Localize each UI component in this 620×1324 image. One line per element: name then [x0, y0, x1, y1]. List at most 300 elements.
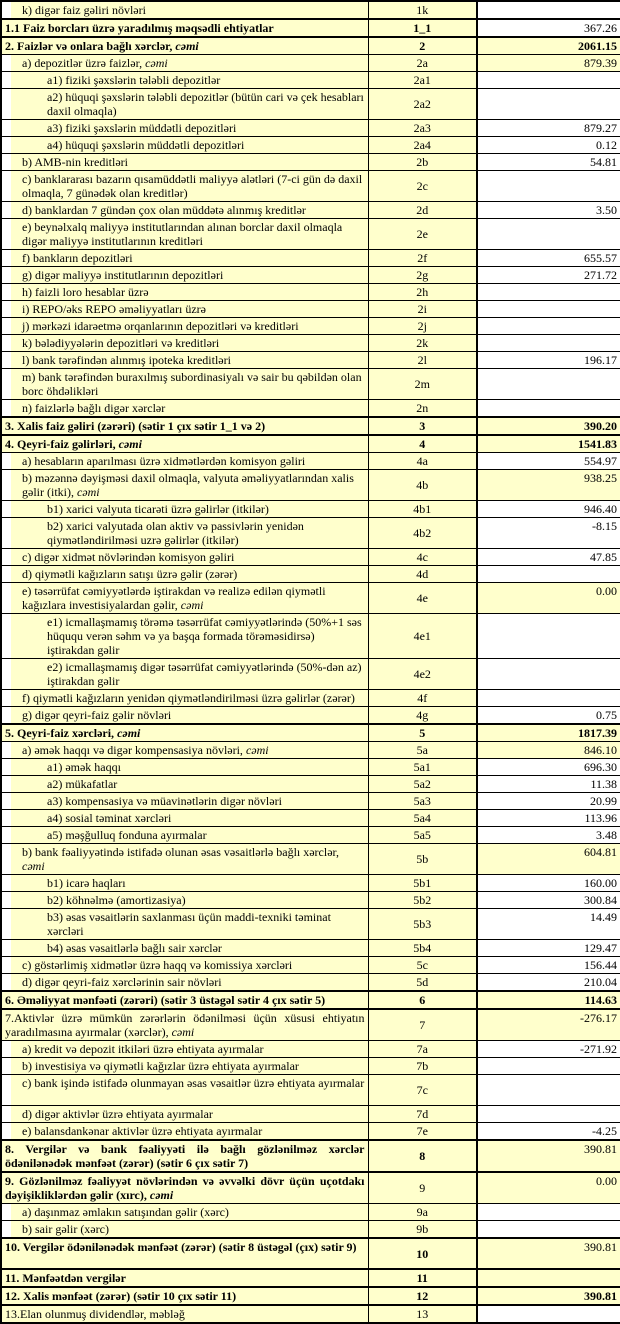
row-code-cell: 4b1 — [368, 501, 477, 518]
row-value-cell: 210.04 — [477, 974, 620, 992]
row-code-cell: 1_1 — [368, 19, 477, 37]
row-code-cell: 2a4 — [368, 137, 477, 154]
row-label-cell — [1, 1172, 368, 1204]
table-row — [1, 1238, 620, 1269]
row-value-cell: 160.00 — [477, 875, 620, 892]
row-code-cell: 2k — [368, 335, 477, 352]
row-label: 5. Qeyri-faiz xərcləri, — [5, 726, 118, 740]
row-label-cell — [1, 1221, 368, 1239]
row-label: a2) mükafatlar — [47, 777, 118, 791]
row-value-cell: 20.99 — [477, 793, 620, 810]
row-value-cell: 271.72 — [477, 267, 620, 284]
table-row — [1, 659, 620, 690]
row-label-cell — [1, 501, 368, 518]
row-label: 10. Vergilər ödənilənədək mənfəət (zərər) (sətir 8 üstəgəl (çıx) sətir 9) — [5, 1240, 357, 1254]
row-code-cell: 2f — [368, 250, 477, 267]
row-value-cell: 367.26 — [477, 19, 620, 37]
row-label-cell — [1, 267, 368, 284]
row-label-cell — [1, 219, 368, 250]
row-value-cell: 604.81 — [477, 844, 620, 875]
row-label: b) bank fəaliyyətində istifadə olunan əsas vəsaitlərlə bağlı xərclər, — [22, 845, 340, 859]
row-label: 13.Elan olunmuş dividendlər, məbləğ — [5, 1307, 185, 1321]
table-row — [1, 566, 620, 583]
row-label-cell — [1, 690, 368, 707]
row-label-cell — [1, 120, 368, 137]
table-row — [1, 1009, 620, 1041]
row-label-cell — [1, 1204, 368, 1221]
row-code-cell: 5a2 — [368, 776, 477, 793]
table-row — [1, 940, 620, 957]
row-value-cell: 54.81 — [477, 154, 620, 171]
row-label: m) bank tərəfindən buraxılmış subordinasiyalı və sair bu qəbildən olan borc öhdəlikləri — [22, 370, 362, 398]
row-label: 1.1 Faiz borcları üzrə yaradılmış məqsədli ehtiyatlar — [5, 21, 274, 35]
row-code-cell: 1k — [368, 1, 477, 19]
row-label-cell — [1, 171, 368, 202]
table-row — [1, 690, 620, 707]
row-label: b4) əsas vəsaitlərlə bağlı sair xərclər — [47, 941, 222, 955]
row-label-cell — [1, 352, 368, 369]
row-label: b2) köhnəlmə (amortizasiya) — [47, 893, 186, 907]
row-label: a5) məşğulluq fonduna ayırmalar — [47, 828, 207, 842]
row-label-cell — [1, 1140, 368, 1172]
row-code-cell: 2a3 — [368, 120, 477, 137]
row-label-cell — [1, 810, 368, 827]
row-label-cell — [1, 1075, 368, 1106]
row-code-cell: 7e — [368, 1123, 477, 1141]
row-value-cell: 554.97 — [477, 453, 620, 470]
row-label-cell — [1, 154, 368, 171]
row-label-emphasis: cəmi — [22, 859, 45, 873]
row-value-cell: 196.17 — [477, 352, 620, 369]
row-label: 12. Xalis mənfəət (zərər) (sətir 10 çıx sətir 11) — [5, 1289, 237, 1303]
row-label-cell — [1, 909, 368, 940]
table-row — [1, 1, 620, 19]
row-value-cell — [477, 1, 620, 19]
row-label-cell — [1, 1058, 368, 1075]
row-label: i) REPO/əks REPO əməliyyatları üzrə — [22, 302, 206, 316]
table-row — [1, 19, 620, 37]
row-value-cell: 390.81 — [477, 1238, 620, 1269]
row-value-cell: -271.92 — [477, 1041, 620, 1058]
row-value-cell — [477, 369, 620, 400]
row-code-cell: 8 — [368, 1140, 477, 1172]
row-label-cell — [1, 435, 368, 453]
row-label-cell — [1, 1305, 368, 1323]
row-label: a2) hüquqi şəxslərin tələbli depozitlər (bütün cari və çek hesabları daxil olmaqla) — [47, 90, 364, 118]
row-code-cell: 5b2 — [368, 892, 477, 909]
row-label: 7.Aktivlər üzrə mümkün zərərlərin ödənilməsi üçün xüsusi ehtiyatın yaradılmasına ayırmalar (xərclər), — [5, 1011, 365, 1039]
table-row — [1, 827, 620, 844]
row-label: j) mərkəzi idarəetmə orqanlarının depozitləri və kreditləri — [22, 319, 299, 333]
row-code-cell: 5a4 — [368, 810, 477, 827]
row-label: 9. Gözlənilməz fəaliyyət növlərindən və əvvəlki dövr üçün uçotdakı dəyişikliklərdən gəlir (xırc), — [5, 1174, 365, 1202]
row-value-cell: 0.00 — [477, 1172, 620, 1204]
row-code-cell: 2d — [368, 202, 477, 219]
row-label-cell — [1, 583, 368, 614]
table-row — [1, 120, 620, 137]
row-label: a1) əmək haqqı — [47, 760, 121, 774]
row-label: a) depozitlər üzrə faizlər, — [22, 56, 146, 70]
table-row — [1, 284, 620, 301]
row-label: a) əmək haqqı və digər kompensasiya növləri, — [22, 743, 246, 757]
row-value-cell: 390.20 — [477, 417, 620, 435]
table-row — [1, 501, 620, 518]
row-label: 6. Əməliyyat mənfəəti (zərəri) (sətir 3 üstəgəl sətir 4 çıx sətir 5) — [5, 993, 326, 1007]
table-row — [1, 154, 620, 171]
row-code-cell: 9 — [368, 1172, 477, 1204]
row-label: c) digər xidmət növlərindən komisyon gəliri — [22, 550, 235, 564]
row-code-cell: 10 — [368, 1238, 477, 1269]
row-code-cell: 4 — [368, 435, 477, 453]
table-row — [1, 957, 620, 974]
row-value-cell — [477, 72, 620, 89]
row-value-cell: 390.81 — [477, 1140, 620, 1172]
row-label: n) faizlərlə bağlı digər xərclər — [22, 401, 166, 415]
row-code-cell: 2a1 — [368, 72, 477, 89]
row-label: a3) fiziki şəxslərin müddətli depozitləri — [47, 121, 237, 135]
row-label: e) beynəlxalq maliyyə institutlarından alınan borclar daxil olmaqla digər maliyyə institutlarının kreditləri — [22, 220, 343, 248]
row-label-cell — [1, 37, 368, 55]
row-code-cell: 2a2 — [368, 89, 477, 120]
table-row — [1, 453, 620, 470]
row-value-cell: 3.48 — [477, 827, 620, 844]
row-code-cell: 5b — [368, 844, 477, 875]
row-label: l) bank tərəfindən alınmış ipoteka kreditləri — [22, 353, 231, 367]
table-row — [1, 435, 620, 453]
row-label-emphasis: cəmi — [180, 598, 204, 612]
row-value-cell — [477, 1106, 620, 1123]
row-value-cell — [477, 1305, 620, 1323]
table-row — [1, 137, 620, 154]
row-label: b) sair gəlir (xərc) — [22, 1222, 109, 1236]
table-row — [1, 1287, 620, 1305]
row-value-cell: -4.25 — [477, 1123, 620, 1141]
row-code-cell: 4f — [368, 690, 477, 707]
row-label-cell — [1, 827, 368, 844]
row-code-cell: 2 — [368, 37, 477, 55]
table-row — [1, 776, 620, 793]
row-label: a4) sosial təminat xərcləri — [47, 811, 172, 825]
row-value-cell: 390.81 — [477, 1287, 620, 1305]
table-row — [1, 72, 620, 89]
row-label: 8. Vergilər və bank fəaliyyəti ilə bağlı gözlənilməz xərclər ödənilənədək mənfəət (zərər) (sətir 6 çıx sətir 7) — [5, 1142, 365, 1170]
row-label-cell — [1, 284, 368, 301]
row-code-cell: 7c — [368, 1075, 477, 1106]
row-code-cell: 7 — [368, 1009, 477, 1041]
row-label: k) digər faiz gəliri növləri — [22, 3, 146, 17]
row-value-cell: 946.40 — [477, 501, 620, 518]
income-table-body — [1, 1, 620, 1323]
row-value-cell — [477, 219, 620, 250]
row-code-cell: 2c — [368, 171, 477, 202]
row-code-cell: 13 — [368, 1305, 477, 1323]
row-label-cell — [1, 1123, 368, 1141]
table-row — [1, 549, 620, 566]
row-label-cell — [1, 940, 368, 957]
row-value-cell — [477, 1075, 620, 1106]
row-code-cell: 4b — [368, 470, 477, 501]
row-label-cell — [1, 453, 368, 470]
row-code-cell: 2h — [368, 284, 477, 301]
row-label-cell — [1, 659, 368, 690]
row-label-cell — [1, 793, 368, 810]
row-label-cell — [1, 137, 368, 154]
row-label: k) bələdiyyələrin depozitləri və kreditləri — [22, 336, 220, 350]
row-label: d) digər qeyri-faiz xərclərinin sair növləri — [22, 975, 222, 989]
row-code-cell: 4e — [368, 583, 477, 614]
row-value-cell: 879.27 — [477, 120, 620, 137]
row-value-cell: 114.63 — [477, 991, 620, 1009]
row-label-cell — [1, 417, 368, 435]
row-label: a3) kompensasiya və müavinətlərin digər növləri — [47, 794, 282, 808]
row-value-cell: 846.10 — [477, 742, 620, 759]
row-label-cell — [1, 369, 368, 400]
row-label: e2) icmallaşmamış digər təsərrüfat cəmiyyətlərində (50%-dən az) iştirakdan gəlir — [47, 660, 362, 688]
table-row — [1, 724, 620, 742]
row-value-cell — [477, 284, 620, 301]
row-code-cell: 4c — [368, 549, 477, 566]
table-row — [1, 518, 620, 549]
row-code-cell: 12 — [368, 1287, 477, 1305]
row-code-cell: 5b1 — [368, 875, 477, 892]
row-label-cell — [1, 318, 368, 335]
row-label: c) bank işində istifadə olunmayan əsas vəsaitlər üzrə ehtiyata ayırmalar — [22, 1076, 365, 1090]
row-label: a1) fiziki şəxslərin tələbli depozitlər — [47, 73, 221, 87]
table-row — [1, 707, 620, 725]
table-row — [1, 219, 620, 250]
row-value-cell: 11.38 — [477, 776, 620, 793]
row-label: b) investisiya və qiymətli kağızlar üzrə ehtiyata ayırmalar — [22, 1059, 299, 1073]
row-label: a) kredit və depozit itkiləri üzrə ehtiyata ayırmalar — [22, 1042, 264, 1056]
row-label-cell — [1, 974, 368, 992]
row-label: 11. Mənfəətdən vergilər — [5, 1271, 126, 1285]
row-label-cell — [1, 875, 368, 892]
row-label-cell — [1, 72, 368, 89]
row-value-cell — [477, 301, 620, 318]
row-code-cell: 9a — [368, 1204, 477, 1221]
row-value-cell: 113.96 — [477, 810, 620, 827]
row-value-cell — [477, 614, 620, 659]
row-code-cell: 6 — [368, 991, 477, 1009]
row-label-cell — [1, 335, 368, 352]
row-label-cell — [1, 614, 368, 659]
row-label: 4. Qeyri-faiz gəlirləri, — [5, 437, 119, 451]
row-label: c) banklararası bazarın qısamüddətli maliyyə alətləri (7-ci gün də daxil olmaqla, 7 günədək olan kreditlər) — [22, 172, 363, 200]
table-row — [1, 974, 620, 992]
row-value-cell: -276.17 — [477, 1009, 620, 1041]
row-label-cell — [1, 202, 368, 219]
row-value-cell: 156.44 — [477, 957, 620, 974]
row-label: a) daşınmaz əmlakın satışından gəlir (xərc) — [22, 1205, 229, 1219]
row-code-cell: 5a3 — [368, 793, 477, 810]
row-label-cell — [1, 400, 368, 418]
table-row — [1, 301, 620, 318]
row-label-cell — [1, 724, 368, 742]
table-row — [1, 417, 620, 435]
row-value-cell — [477, 690, 620, 707]
row-label-cell — [1, 759, 368, 776]
table-row — [1, 267, 620, 284]
row-code-cell: 2g — [368, 267, 477, 284]
row-code-cell: 3 — [368, 417, 477, 435]
table-row — [1, 1305, 620, 1323]
row-label-cell — [1, 1238, 368, 1269]
row-code-cell: 5c — [368, 957, 477, 974]
table-row — [1, 335, 620, 352]
row-code-cell: 4d — [368, 566, 477, 583]
row-value-cell: 879.39 — [477, 55, 620, 72]
row-code-cell: 5d — [368, 974, 477, 992]
row-label-cell — [1, 1287, 368, 1305]
row-label-cell — [1, 892, 368, 909]
table-row — [1, 1106, 620, 1123]
table-row — [1, 1041, 620, 1058]
row-value-cell: 129.47 — [477, 940, 620, 957]
row-label-cell — [1, 1009, 368, 1041]
row-code-cell: 7a — [368, 1041, 477, 1058]
row-code-cell: 2i — [368, 301, 477, 318]
row-label: b) məzənnə dəyişməsi daxil olmaqla, valyuta əməliyyatlarından xalis gəlir (itki), — [22, 471, 354, 499]
row-value-cell — [477, 566, 620, 583]
row-code-cell: 2e — [368, 219, 477, 250]
row-value-cell: 14.49 — [477, 909, 620, 940]
row-label: d) banklardan 7 gündən çox olan müddətə alınmış kreditlər — [22, 203, 306, 217]
table-row — [1, 89, 620, 120]
row-label: d) qiymətli kağızların satışı üzrə gəlir (zərər) — [22, 567, 238, 581]
row-code-cell: 2a — [368, 55, 477, 72]
table-row — [1, 583, 620, 614]
row-label-cell — [1, 518, 368, 549]
row-label: g) digər maliyyə institutlarının depozitləri — [22, 268, 224, 282]
row-label-cell — [1, 19, 368, 37]
row-value-cell — [477, 318, 620, 335]
row-label-cell — [1, 1, 368, 19]
row-value-cell: 1817.39 — [477, 724, 620, 742]
table-row — [1, 1269, 620, 1287]
row-code-cell: 5a5 — [368, 827, 477, 844]
row-label: c) göstərlimiş xidmətlər üzrə haqq və komissiya xərcləri — [22, 958, 293, 972]
row-label-emphasis: cəmi — [171, 1025, 195, 1039]
table-row — [1, 470, 620, 501]
table-row — [1, 352, 620, 369]
table-row — [1, 759, 620, 776]
row-label-cell — [1, 1041, 368, 1058]
table-row — [1, 250, 620, 267]
row-value-cell — [477, 171, 620, 202]
row-label: g) digər qeyri-faiz gəlir növləri — [22, 708, 172, 722]
table-row — [1, 400, 620, 418]
row-code-cell: 5 — [368, 724, 477, 742]
table-row — [1, 1075, 620, 1106]
row-code-cell: 2b — [368, 154, 477, 171]
row-label-cell — [1, 707, 368, 725]
row-code-cell: 2n — [368, 400, 477, 418]
row-value-cell: 938.25 — [477, 470, 620, 501]
row-label: b2) xarici valyutada olan aktiv və passivlərin yenidən qiymətləndirilməsi uzrə gəlirlər (itkilər) — [47, 519, 304, 547]
row-label-emphasis: cəmi — [76, 485, 100, 499]
row-label-cell — [1, 250, 368, 267]
table-row — [1, 875, 620, 892]
table-row — [1, 318, 620, 335]
row-label: 3. Xalis faiz gəliri (zərəri) (sətir 1 çıx sətir 1_1 və 2) — [5, 419, 266, 433]
table-row — [1, 1058, 620, 1075]
row-code-cell: 7b — [368, 1058, 477, 1075]
row-label-cell — [1, 55, 368, 72]
row-label: e) balansdankənar aktivlər üzrə ehtiyata ayırmalar — [22, 1124, 263, 1138]
row-value-cell — [477, 1269, 620, 1287]
table-row — [1, 909, 620, 940]
table-row — [1, 844, 620, 875]
row-label-emphasis: cəmi — [245, 743, 269, 757]
table-row — [1, 369, 620, 400]
table-row — [1, 892, 620, 909]
table-row — [1, 1221, 620, 1239]
table-row — [1, 1172, 620, 1204]
table-row — [1, 1123, 620, 1141]
row-label-cell — [1, 742, 368, 759]
table-row — [1, 614, 620, 659]
row-value-cell — [477, 659, 620, 690]
row-code-cell: 4b2 — [368, 518, 477, 549]
table-row — [1, 810, 620, 827]
row-value-cell: 0.12 — [477, 137, 620, 154]
row-label-cell — [1, 957, 368, 974]
row-value-cell: 0.75 — [477, 707, 620, 725]
row-label-cell — [1, 549, 368, 566]
row-label: e1) icmallaşmamış törəmə təsərrüfat cəmiyyətlərində (50%+1 səs hüququ verən səhm və ya başqa formada törəməsidirsə) iştirakdan gəlir — [47, 615, 362, 657]
table-row — [1, 1204, 620, 1221]
row-value-cell: 696.30 — [477, 759, 620, 776]
row-label: a) hesabların aparılması üzrə xidmətlərdən komisyon gəliri — [22, 454, 306, 468]
row-label-cell — [1, 991, 368, 1009]
row-label: b) AMB-nin kreditləri — [22, 155, 128, 169]
row-label-emphasis: cəmi — [145, 56, 168, 70]
row-code-cell: 4e2 — [368, 659, 477, 690]
table-row — [1, 742, 620, 759]
table-row — [1, 202, 620, 219]
table-row — [1, 171, 620, 202]
row-value-cell — [477, 1204, 620, 1221]
row-code-cell: 9b — [368, 1221, 477, 1239]
row-value-cell: 47.85 — [477, 549, 620, 566]
row-value-cell — [477, 1221, 620, 1239]
row-code-cell: 2j — [368, 318, 477, 335]
row-value-cell — [477, 400, 620, 418]
row-label-cell — [1, 776, 368, 793]
row-code-cell: 5b3 — [368, 909, 477, 940]
row-label-cell — [1, 844, 368, 875]
row-value-cell: 3.50 — [477, 202, 620, 219]
table-row — [1, 991, 620, 1009]
row-label: f) bankların depozitləri — [22, 251, 133, 265]
row-label: f) qiymətli kağızların yenidən qiymətləndirilməsi üzrə gəlirlər (zərər) — [22, 691, 355, 705]
row-code-cell: 5a — [368, 742, 477, 759]
row-label: h) faizli loro hesablar üzrə — [22, 285, 149, 299]
row-value-cell: 655.57 — [477, 250, 620, 267]
row-value-cell: -8.15 — [477, 518, 620, 549]
row-label-emphasis: cəmi — [149, 1188, 174, 1202]
row-value-cell: 0.00 — [477, 583, 620, 614]
row-code-cell: 2m — [368, 369, 477, 400]
row-code-cell: 5b4 — [368, 940, 477, 957]
row-label-cell — [1, 470, 368, 501]
row-value-cell — [477, 1058, 620, 1075]
row-label: a4) hüquqi şəxslərin müddətli depozitləri — [47, 138, 245, 152]
table-row — [1, 793, 620, 810]
row-code-cell: 4a — [368, 453, 477, 470]
row-value-cell: 1541.83 — [477, 435, 620, 453]
row-label: b3) əsas vəsaitlərin saxlanması üçün maddi-texniki təminat xərcləri — [47, 910, 331, 938]
